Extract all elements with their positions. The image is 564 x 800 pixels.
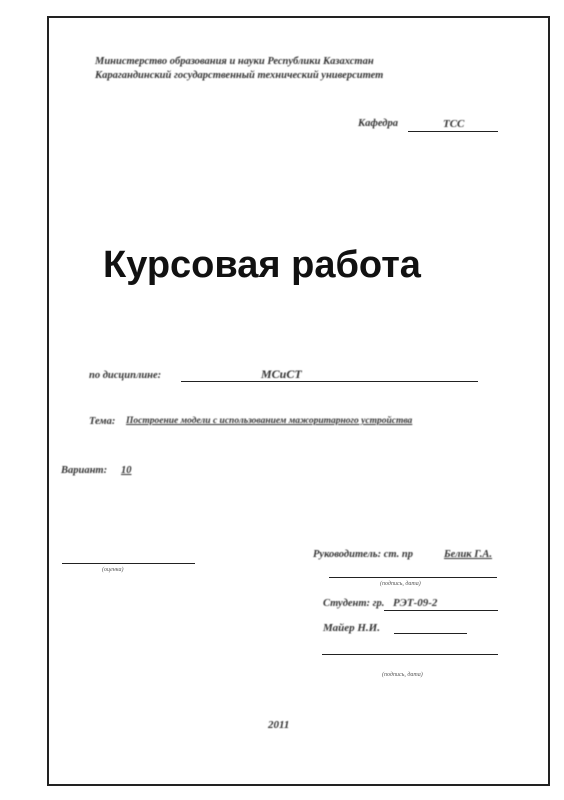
grade-caption: (оценка) — [102, 567, 124, 573]
student-name: Майер Н.И. — [323, 622, 380, 634]
discipline-value: МСиСТ — [261, 367, 302, 381]
department-label: Кафедра — [358, 118, 398, 129]
student-name-underline — [394, 633, 467, 634]
topic-value: Построение модели с использованием мажоритарного устройства — [126, 416, 413, 426]
supervisor-signature-line — [329, 577, 497, 578]
student-group: РЭТ-09-2 — [393, 597, 438, 609]
supervisor-name: Белик Г.А. — [444, 549, 493, 560]
student-signature-line — [322, 654, 498, 655]
student-caption: (подпись, дата) — [382, 672, 423, 678]
discipline-label: по дисциплине: — [89, 370, 162, 381]
department-underline — [408, 131, 498, 132]
grade-line — [62, 563, 195, 564]
document-title: Курсовая работа — [103, 244, 421, 286]
supervisor-caption: (подпись, дата) — [380, 581, 421, 587]
variant-label: Вариант: — [61, 465, 108, 476]
department-value: ТСС — [443, 118, 465, 130]
supervisor-label: Руководитель: ст. пр — [313, 549, 413, 560]
variant-value: 10 — [121, 465, 132, 476]
university-line: Карагандинский государственный технический университет — [95, 70, 384, 81]
year: 2011 — [268, 719, 290, 731]
discipline-underline — [181, 381, 478, 382]
student-label: Студент: гр. — [323, 598, 385, 609]
student-group-underline — [384, 610, 498, 611]
topic-label: Тема: — [89, 416, 116, 427]
ministry-line: Министерство образования и науки Республики Казахстан — [95, 56, 374, 67]
